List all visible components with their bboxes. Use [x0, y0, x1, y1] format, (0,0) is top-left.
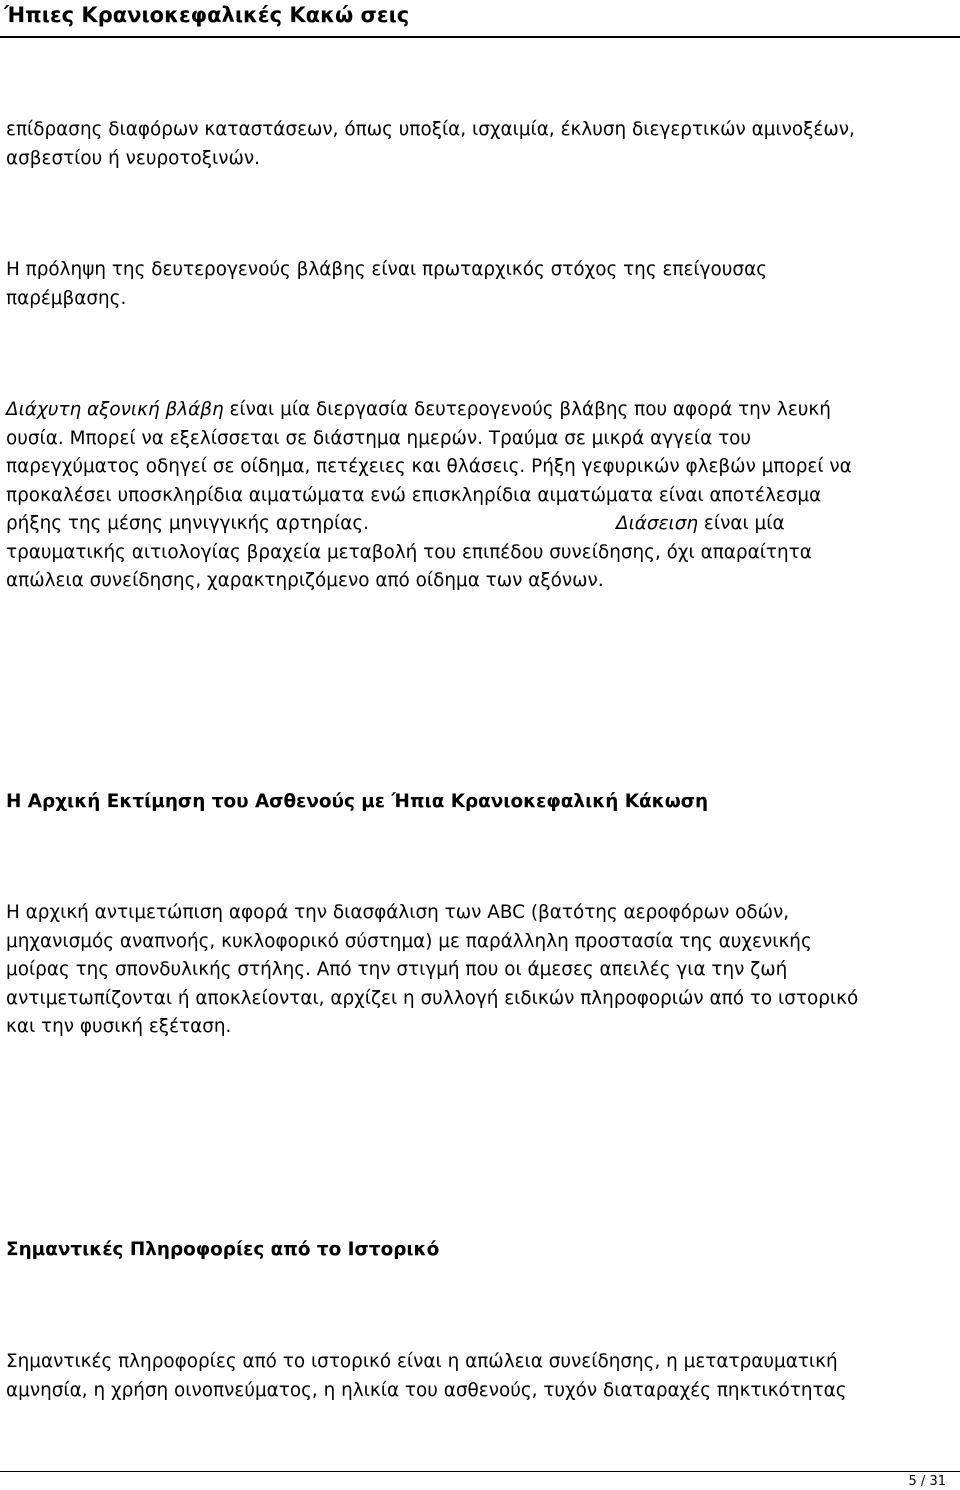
paragraph-history-info — [6, 1348, 956, 1405]
paragraph-prevention — [6, 256, 956, 313]
text-line: Η πρόληψη της δευτερογενούς βλάβης είναι πρωταρχικός στόχος της επείγουσας — [6, 259, 767, 280]
text-line — [6, 396, 956, 425]
footer-divider — [0, 1471, 960, 1472]
text-line — [6, 510, 956, 539]
text-line: Η αρχική αντιμετώπιση αφορά την διασφάλιση των ABC (βατότης αεροφόρων οδών, — [6, 902, 790, 923]
text-line: μοίρας της σπονδυλικής στήλης. Από την στιγμή που οι άμεσες απειλές για την ζωή — [6, 959, 788, 980]
text-line: μηχανισμός αναπνοής, κυκλοφορικό σύστημα) με παράλληλη προστασία της αυχενικής — [6, 930, 812, 952]
text-line: αντιμετωπίζονται ή αποκλείονται, αρχίζει η συλλογή ειδικών πληροφοριών από το ιστορικό — [6, 987, 859, 1009]
header-divider — [0, 36, 960, 38]
page-number: 5 / 31 — [908, 1474, 946, 1489]
text-line: Σημαντικές πληροφορίες από το ιστορικό είναι η απώλεια συνείδησης, η μετατραυματική — [6, 1351, 838, 1372]
text-line: και την φυσική εξέταση. — [6, 1016, 232, 1037]
term-concussion: Διάσειση — [616, 513, 699, 534]
paragraph-initial-management — [6, 899, 956, 1042]
text-line: τραυματικής αιτιολογίας βραχεία μεταβολή του επιπέδου συνείδησης, όχι απαραίτητα — [6, 541, 812, 563]
document-title: Ήπιες Κρανιοκεφαλικές Κακώ σεις — [4, 3, 410, 27]
term-diffuse-axonal-injury: Διάχυτη αξονική βλάβη — [6, 399, 224, 420]
text-segment: ρήξης της μέσης μηνιγγικής αρτηρίας. — [6, 513, 369, 534]
text-line: παρέμβασης. — [6, 287, 127, 309]
text-line: απώλεια συνείδησης, χαρακτηριζόμενο από οίδημα των αξόνων. — [6, 570, 604, 591]
paragraph-effects — [6, 116, 956, 173]
text-line: αμνησία, η χρήση οινοπνεύματος, η ηλικία του ασθενούς, τυχόν διαταραχές πηκτικότητας — [6, 1379, 847, 1401]
text-line: ασβεστίου ή νευροτοξινών. — [6, 147, 261, 169]
paragraph-diffuse-axonal-injury — [6, 396, 956, 596]
text-segment: είναι μία — [698, 513, 785, 534]
text-line: παρεγχύματος οδηγεί σε οίδημα, πετέχειες και θλάσεις. Ρήξη γεφυρικών φλεβών μπορεί να — [6, 456, 852, 477]
section-heading-history: Σημαντικές Πληροφορίες από το Ιστορικό — [6, 1239, 440, 1260]
text-line: ουσία. Μπορεί να εξελίσσεται σε διάστημα ημερών. Τραύμα σε μικρά αγγεία του — [6, 427, 752, 449]
text-line: προκαλέσει υποσκληρίδια αιματώματα ενώ επισκληρίδια αιματώματα είναι αποτέλεσμα — [6, 484, 822, 506]
section-heading-initial-assessment: Η Αρχική Εκτίμηση του Ασθενούς με Ήπια Κρανιοκεφαλική Κάκωση — [6, 791, 709, 812]
text-line: επίδρασης διαφόρων καταστάσεων, όπως υποξία, ισχαιμία, έκλυση διεγερτικών αμινοξέων, — [6, 119, 855, 140]
text-segment: είναι μία διεργασία δευτερογενούς βλάβης που αφορά την λευκή — [223, 399, 831, 420]
